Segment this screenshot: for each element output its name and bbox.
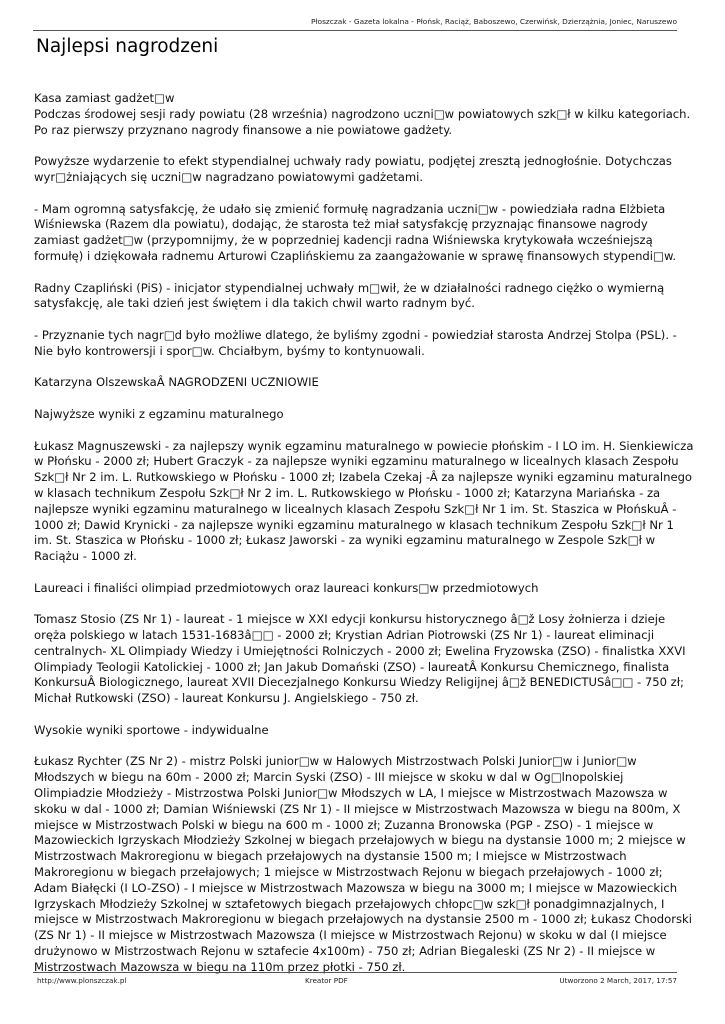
page-title: Najlepsi nagrodzeni bbox=[36, 36, 219, 57]
article-paragraph: - Przyznanie tych nagr□d było możliwe dlatego, że byliśmy zgodni - powiedział starosta Andrzej Stolpa (PSL). - Nie było kontrowersji i spor□w. Chciałbym, byśmy to kontynuowali. bbox=[34, 327, 677, 358]
section-heading: Najwyższe wyniki z egzaminu maturalnego bbox=[34, 406, 284, 421]
site-header bbox=[33, 17, 677, 31]
section-heading: Wysokie wyniki sportowe - indywidualne bbox=[34, 722, 269, 737]
article-paragraph: Tomasz Stosio (ZS Nr 1) - laureat - 1 miejsce w XXI edycji konkursu historycznego â□ž Losy żołnierza i dzieje oręża polskiego w latach 1531-1683â□□ - 2000 zł; Krystian Adrian Piotrowski (ZS Nr 1) - laureat eliminacji centralnych- XL Olimpiady Wiedzy i Umiejętności Rolniczych - 2000 zł; Ewelina Fryzowska (ZSO) - finalistka XXVI Olimpiady Teologii Katolickiej - 1000 zł; Jan Jakub Domański (ZSO) - laureatÂ Konkursu Chemicznego, finalista KonkursuÂ Biologicznego, laureat XVII Diecezjalnego Konkursu Wiedzy Religijnej â□ž BENEDICTUSâ□□ - 750 zł; Michał Rutkowski (ZSO) - laureat Konkursu J. Angielskiego - 750 zł. bbox=[34, 612, 686, 706]
author-line: Katarzyna OlszewskaÂ NAGRODZENI UCZNIOWIE bbox=[34, 375, 319, 390]
article-paragraph: Radny Czapliński (PiS) - inicjator stypendialnej uchwały m□wił, że w działalności radnego ciężko o wymierną satysfakcję, ale taki dzień jest świętem i dla takich chwil warto radnym być. bbox=[34, 280, 665, 311]
article-paragraph: Powyższe wydarzenie to efekt stypendialnej uchwały rady powiatu, podjętej zresztą jednogłośnie. Dotychczas wyr□żniających się uczni□w nagradzano powiatowymi gadżetami. bbox=[34, 154, 672, 184]
article-body bbox=[34, 91, 694, 991]
article-paragraph: Łukasz Rychter (ZS Nr 2) - mistrz Polski junior□w w Halowych Mistrzostwach Polski Junior□w i Junior□w Młodszych w biegu na 60m - 2000 zł; Marcin Syski (ZSO) - III miejsce w skoku w dal w Og□lnopolskiej Olimpiadzie Młodzieży - Mistrzostwa Polski Junior□w Młodszych w LA, I miejsce w Mistrzostwach Mazowsza w skoku w dal - 1000 zł; Damian Wiśniewski (ZS Nr 1) - II miejsce w Mistrzostwach Mazowsza w biegu na 800m, X miejsce w Mistrzostwach Polski w biegu na 600 m - 1000 zł; Zuzanna Bronowska (PGP - ZSO) - 1 miejsce w Mazowieckich Igrzyskach Młodzieży Szkolnej w biegach przełajowych w biegu na dystansie 1000 m; 2 miejsce w Mistrzostwach Makroregionu w biegach przełajowych na dystansie 1500 m; I miejsce w Mistrzostwach Makroregionu w biegach przełajowych; 1 miejsce w Mistrzostwach Rejonu w biegach przełajowych - 1000 zł; Adam Białęcki (I LO-ZSO) - I miejsce w Mistrzostwach Mazowsza w biegu na 3000 m; I miejsce w Mazowieckich Igrzyskach Młodzieży Szkolnej w sztafetowych biegach przełajowych chłopc□w szk□ł ponadgimnazjalnych, I miejsce w Mistrzostwach Makroregionu w biegach przełajowych na dystansie 2500 m - 1000 zł; Łukasz Chodorski (ZS Nr 1) - II miejsce w Mistrzostwach Mazowsza (I miejsce w Mistrzostwach Rejonu) w skoku w dal (I miejsce drużynowo w Mistrzostwach Rejonu w sztafecie 4x100m) - 750 zł; Adrian Biegaleski (ZS Nr 2) - II miejsce w Mistrzostwach Mazowsza w biegu na 110m przez płotki - 750 zł. bbox=[34, 754, 692, 974]
footer-url-link[interactable]: http://www.plonszczak.pl bbox=[37, 976, 127, 985]
section-heading: Laureaci i finaliści olimpiad przedmiotowych oraz laureaci konkurs□w przedmiotowych bbox=[34, 580, 539, 595]
article-paragraph: - Mam ogromną satysfakcję, że udało się zmienić formułę nagradzania uczni□w - powiedziała radna Elżbieta Wiśniewska (Razem dla powiatu), dodając, że starosta też miał satysfakcję przyznając finansowe nagrody zamiast gadżet□w (przypomnijmy, że w poprzedniej kadencji radna Wiśniewska krytykowała wcześniejszą formułę) i dziękowała radnemu Arturowi Czaplińskiemu za zaangażowanie w sprawę finansowych stypendi□w. bbox=[34, 201, 677, 263]
article-paragraph: Łukasz Magnuszewski - za najlepszy wynik egzaminu maturalnego w powiecie płońskim - I LO im. H. Sienkiewicza w Płońsku - 2000 zł; Hubert Graczyk - za najlepsze wyniki egzaminu maturalnego w licealnych klasach Zespołu Szk□ł Nr 2 im. L. Rutkowskiego w Płońsku - 1000 zł; Izabela Czekaj -Â za najlepsze wyniki egzaminu maturalnego w klasach technikum Zespołu Szk□ł Nr 2 im. L. Rutkowskiego w Płońsku - 1000 zł; Katarzyna Mariańska - za najlepsze wyniki egzaminu maturalnego w licealnych klasach Zespołu Szk□ł Nr 1 im. St. Staszica w PłońskuÂ - 1000 zł; Dawid Krynicki - za najlepsze wyniki egzaminu maturalnego w klasach technikum Zespołu Szk□ł Nr 1 im. St. Staszica w Płońsku - 1000 zł; Łukasz Jaworski - za wyniki egzaminu maturalnego w Zespole Szk□ł w Raciążu - 1000 zł. bbox=[34, 438, 694, 564]
footer-created: Utworzono 2 March, 2017, 17:57 bbox=[559, 976, 677, 985]
page-footer bbox=[33, 972, 677, 988]
article-paragraph: Podczas środowej sesji rady powiatu (28 września) nagrodzono uczni□w powiatowych szk□ł w kilku kategoriach. Po raz pierwszy przyznano nagrody finansowe a nie powiatowe gadżety. bbox=[34, 106, 691, 137]
article-subtitle: Kasa zamiast gadżet□w bbox=[34, 91, 175, 105]
footer-generator: Kreator PDF bbox=[305, 976, 348, 985]
site-header-text: Płoszczak - Gazeta lokalna - Płońsk, Raciąż, Baboszewo, Czerwińsk, Dzierzążnia, Joniec, Naruszewo bbox=[310, 17, 677, 26]
